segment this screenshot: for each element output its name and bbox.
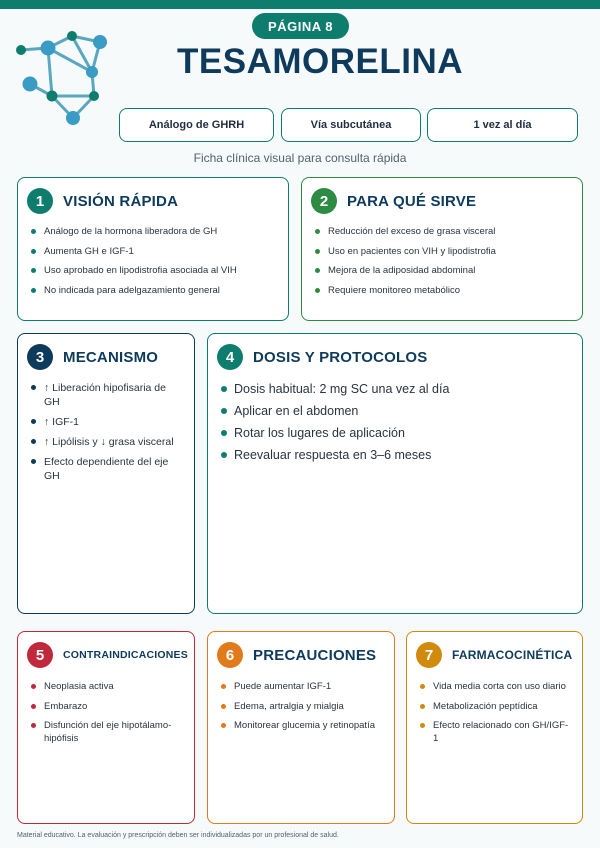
list-item: Efecto relacionado con GH/IGF-1 — [419, 719, 572, 745]
section-number: 3 — [27, 344, 53, 370]
pill-route: Vía subcutánea — [281, 108, 421, 142]
list-item: Disfunción del eje hipotálamo-hipófisis — [30, 719, 184, 745]
section-list — [419, 680, 572, 752]
card-contraindicaciones — [17, 631, 195, 824]
section-number: 2 — [311, 188, 337, 214]
list-item: Vida media corta con uso diario — [419, 680, 572, 693]
section-title: VISIÓN RÁPIDA — [63, 192, 179, 210]
pill-frequency: 1 vez al día — [427, 108, 578, 142]
page-badge: PÁGINA 8 — [252, 13, 349, 39]
pill-drug-class: Análogo de GHRH — [119, 108, 274, 142]
list-item: Dosis habitual: 2 mg SC una vez al día — [220, 381, 572, 397]
section-title: PARA QUÉ SIRVE — [347, 192, 477, 210]
list-item: Edema, artralgia y mialgia — [220, 700, 384, 713]
section-number: 7 — [416, 642, 442, 668]
section-list — [220, 680, 384, 739]
section-title: PRECAUCIONES — [253, 646, 377, 664]
list-item: ↑ Liberación hipofisaria de GH — [30, 381, 184, 409]
section-title: CONTRAINDICACIONES — [63, 649, 188, 661]
section-title: DOSIS Y PROTOCOLOS — [253, 348, 428, 366]
list-item: Requiere monitoreo metabólico — [314, 284, 572, 297]
top-accent-bar — [0, 0, 600, 9]
list-item: Aumenta GH e IGF-1 — [30, 245, 278, 258]
section-title: MECANISMO — [63, 348, 159, 366]
card-mecanismo — [17, 333, 195, 614]
list-item: No indicada para adelgazamiento general — [30, 284, 278, 297]
section-list — [30, 225, 278, 303]
molecule-icon — [12, 26, 112, 126]
footer-disclaimer: Material educativo. La evaluación y prescripción deben ser individualizadas por un profesional de salud. — [17, 832, 339, 839]
card-para-que-sirve — [301, 177, 583, 321]
list-item: Uso en pacientes con VIH y lipodistrofia — [314, 245, 572, 258]
list-item: Aplicar en el abdomen — [220, 403, 572, 419]
section-list — [30, 680, 184, 752]
section-number: 4 — [217, 344, 243, 370]
list-item: Metabolización peptídica — [419, 700, 572, 713]
list-item: Reevaluar respuesta en 3–6 meses — [220, 447, 572, 463]
list-item: Análogo de la hormona liberadora de GH — [30, 225, 278, 238]
card-vision-rapida — [17, 177, 289, 321]
page-subtitle: Ficha clínica visual para consulta rápida — [193, 151, 407, 165]
list-item: Monitorear glucemia y retinopatía — [220, 719, 384, 732]
card-precauciones — [207, 631, 395, 824]
section-number: 5 — [27, 642, 53, 668]
page-title: TESAMORELINA — [177, 42, 463, 81]
list-item: Reducción del exceso de grasa visceral — [314, 225, 572, 238]
list-item: ↑ Lipólisis y ↓ grasa visceral — [30, 435, 184, 449]
section-list — [30, 381, 184, 489]
list-item: Neoplasia activa — [30, 680, 184, 693]
card-dosis-protocolos — [207, 333, 583, 614]
card-farmacocinetica — [406, 631, 583, 824]
list-item: Rotar los lugares de aplicación — [220, 425, 572, 441]
list-item: Embarazo — [30, 700, 184, 713]
list-item: Uso aprobado en lipodistrofia asociada al VIH — [30, 264, 278, 277]
section-list — [220, 381, 572, 469]
section-number: 6 — [217, 642, 243, 668]
list-item: Puede aumentar IGF-1 — [220, 680, 384, 693]
section-title: FARMACOCINÉTICA — [452, 648, 573, 662]
section-number: 1 — [27, 188, 53, 214]
section-list — [314, 225, 572, 303]
list-item: Mejora de la adiposidad abdominal — [314, 264, 572, 277]
list-item: ↑ IGF-1 — [30, 415, 184, 429]
list-item: Efecto dependiente del eje GH — [30, 455, 184, 483]
